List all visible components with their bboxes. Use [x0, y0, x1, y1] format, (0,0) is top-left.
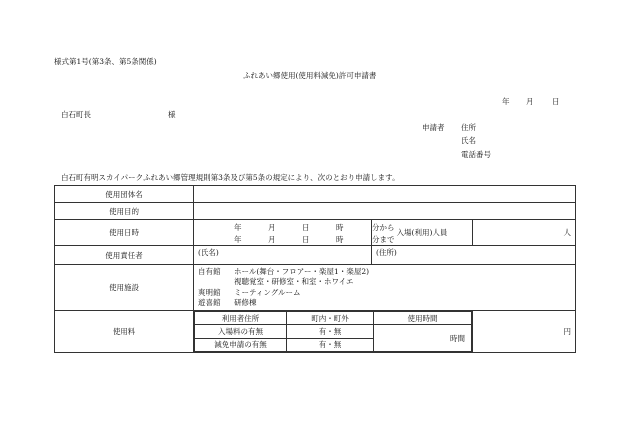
facility-rooms: ホール(舞台・フロアー・楽屋1・楽屋2): [234, 266, 370, 276]
row-group-name: [55, 186, 576, 203]
fee-label: 使用料: [55, 311, 194, 353]
facility-building: 爽明館: [198, 287, 221, 297]
row-facilities: [55, 265, 576, 311]
datetime-label: 使用日時: [55, 220, 194, 246]
use-time-header: 使用時間: [374, 312, 472, 325]
date-month: 月: [526, 97, 534, 106]
responsible-address-field[interactable]: [372, 246, 576, 265]
hours-unit: 時間: [450, 333, 465, 343]
date-year: 年: [502, 97, 510, 106]
fee-subtable: [194, 311, 472, 352]
dt-end-month: 月: [268, 235, 276, 244]
addressee-name: 白石町長: [61, 110, 91, 119]
facility-building: 自有館: [198, 266, 221, 276]
town-option[interactable]: 町内・町外: [287, 312, 374, 325]
row-fee: [55, 311, 576, 353]
applicant-phone-label: 電話番号: [461, 150, 491, 159]
responsible-address-label: (住所): [376, 248, 397, 257]
dt-start-minute: 分から: [372, 223, 395, 232]
form-number: 様式第1号(第3条、第5条関係): [54, 57, 157, 66]
applicant-label: 申請者: [422, 123, 445, 132]
entry-fee-option[interactable]: 有・無: [287, 325, 374, 338]
intro-text: 白石町有明スカイパークふれあい郷管理規則第3条及び第5条の規定により、次のとおり申請します。: [61, 173, 400, 182]
user-address-header: 利用者住所: [195, 312, 287, 325]
fee-subtable-cell: [194, 311, 473, 353]
entry-fee-label: 入場料の有無: [195, 325, 287, 338]
facility-building: [198, 277, 234, 288]
facility-rooms: 視聴覚室・研修室・和室・ホワイエ: [234, 277, 354, 286]
group-name-field[interactable]: [194, 186, 576, 203]
dt-start-day: 日: [302, 223, 310, 232]
facility-row: [198, 277, 571, 288]
facilities-label: 使用施設: [55, 265, 194, 311]
attendees-label: 入場(利用)人員: [372, 220, 473, 246]
row-datetime: [55, 220, 576, 246]
responsible-label: 使用責任者: [55, 246, 194, 265]
date-day: 日: [552, 97, 560, 106]
facility-rooms: ミーティングルーム: [234, 287, 301, 297]
exemption-option[interactable]: 有・無: [287, 338, 374, 351]
application-table: [54, 185, 576, 353]
yen-unit: 円: [563, 327, 571, 336]
dt-start-hour: 時: [336, 223, 344, 232]
facility-row: [198, 267, 571, 278]
facility-row: [198, 288, 571, 299]
fee-amount-field[interactable]: [473, 311, 576, 353]
hours-field[interactable]: [374, 325, 472, 352]
attendees-field[interactable]: [473, 220, 576, 246]
applicant-name-label: 氏名: [461, 136, 476, 145]
row-purpose: [55, 203, 576, 220]
dt-end-day: 日: [302, 235, 310, 244]
exemption-label: 減免申請の有無: [195, 338, 287, 351]
responsible-name-label: (氏名): [198, 248, 219, 257]
applicant-address-label: 住所: [461, 123, 476, 132]
facility-row: [198, 298, 571, 309]
facility-rooms: 研修棟: [234, 298, 257, 307]
addressee-honorific: 様: [168, 110, 176, 119]
purpose-field[interactable]: [194, 203, 576, 220]
document-title: ふれあい郷使用(使用料減免)許可申請書: [243, 71, 377, 80]
group-name-label: 使用団体名: [55, 186, 194, 203]
dt-end-year: 年: [234, 235, 242, 244]
dt-end-minute: 分まで: [372, 235, 395, 244]
dt-start-year: 年: [234, 223, 242, 232]
facility-building: 遊喜館: [198, 298, 221, 307]
purpose-label: 使用目的: [55, 203, 194, 220]
dt-start-month: 月: [268, 223, 276, 232]
attendees-unit: 人: [563, 228, 571, 237]
datetime-field[interactable]: [194, 220, 395, 246]
responsible-name-field[interactable]: [194, 246, 372, 265]
facilities-field[interactable]: [194, 265, 576, 311]
row-responsible: [55, 246, 576, 265]
dt-end-hour: 時: [336, 235, 344, 244]
